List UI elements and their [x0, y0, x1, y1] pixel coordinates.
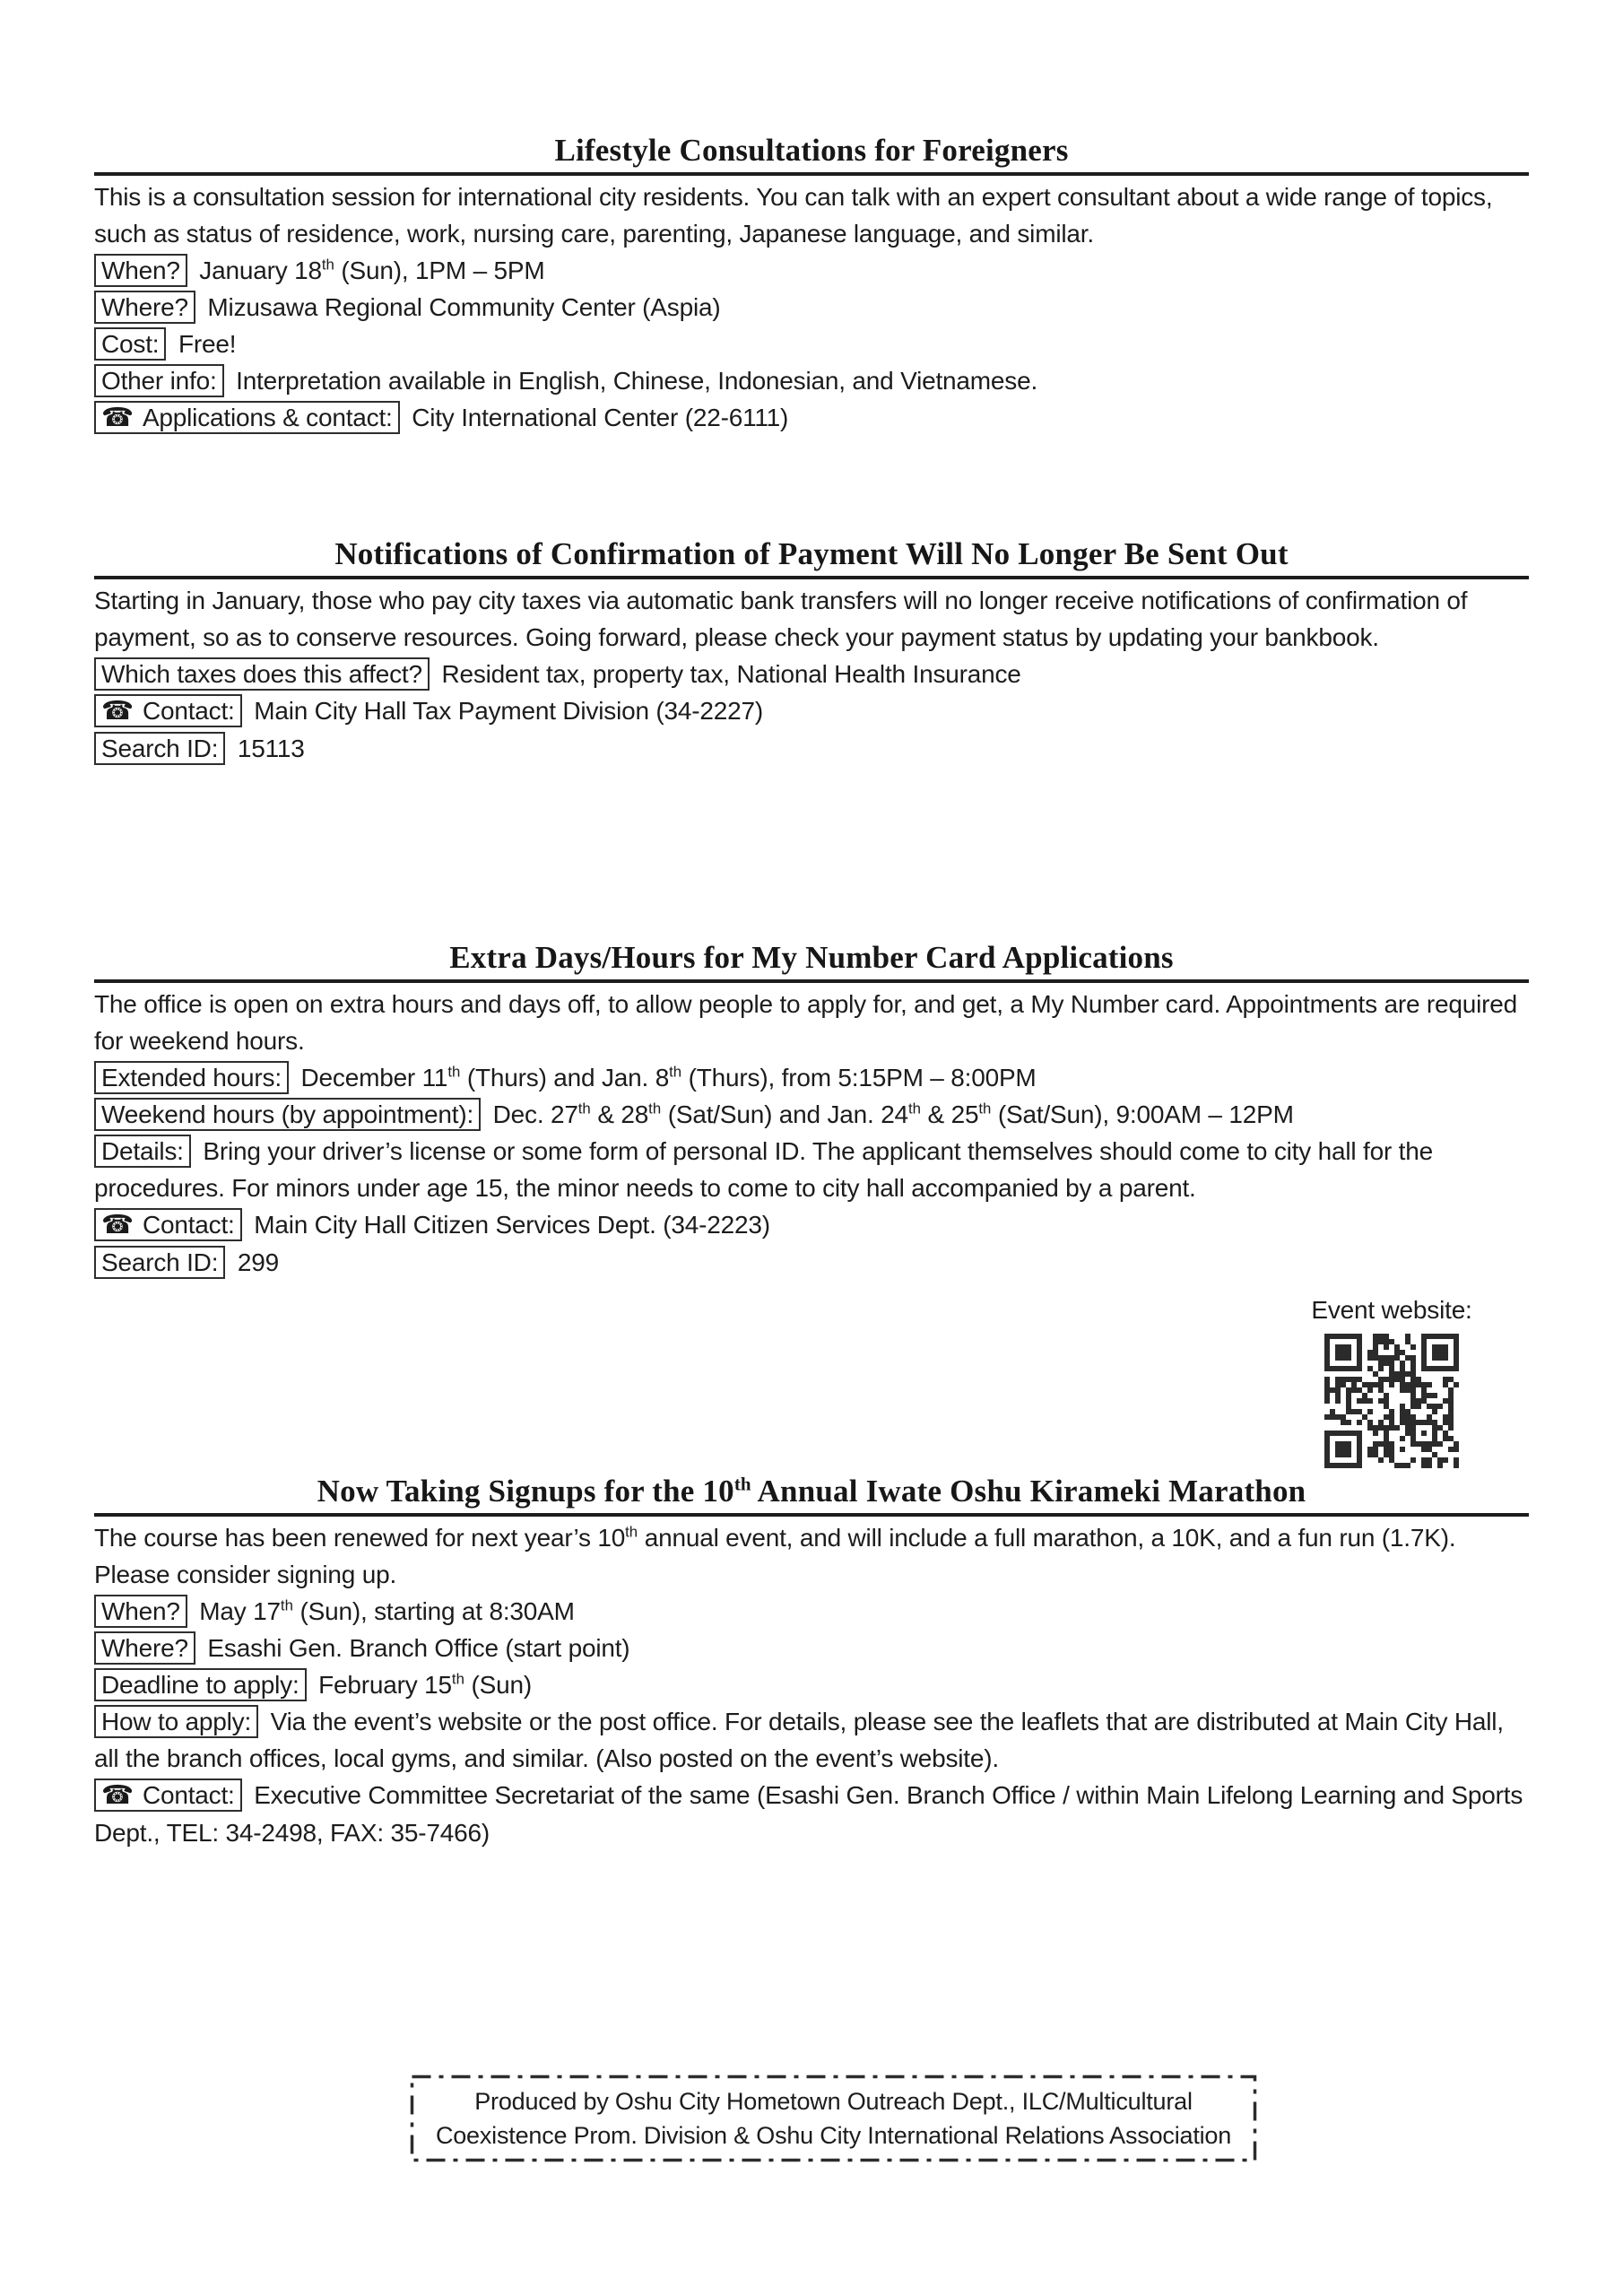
field-row: [94, 1777, 1529, 1851]
field-label: Search ID:: [101, 735, 219, 762]
field-value: 15113: [230, 735, 305, 762]
field-row: [94, 1059, 1529, 1096]
footer-credit-box: [410, 2074, 1257, 2162]
field-label: Contact:: [142, 1211, 235, 1239]
field-label: Applications & contact:: [142, 404, 393, 431]
field-label: Contact:: [142, 1781, 235, 1809]
qr-code-icon: [1324, 1334, 1459, 1468]
field-value: Interpretation available in English, Chinese, Indonesian, and Vietnamese.: [229, 367, 1038, 395]
field-label-box: [94, 364, 224, 397]
field-label: Extended hours:: [101, 1064, 282, 1091]
section-title: Notifications of Confirmation of Payment Will No Longer Be Sent Out: [94, 536, 1529, 579]
section-fields: [94, 1593, 1529, 1851]
field-row: [94, 1703, 1529, 1777]
section-body: Starting in January, those who pay city taxes via automatic bank transfers will no longer receive notifications of confirmation of payment, so as to conserve resources. Going forward, please check your payment status by updating your bankbook.: [94, 587, 1468, 651]
section-fields: [94, 656, 1529, 767]
field-value: Esashi Gen. Branch Office (start point): [200, 1634, 630, 1662]
field-row: [94, 1244, 1529, 1281]
field-label-box: [94, 1668, 307, 1701]
field-value: Bring your driver’s license or some form of personal ID. The applicant themselves should come to city hall for the procedures. For minors under age 15, the minor needs to come to city hall accompanied by a parent.: [94, 1137, 1433, 1202]
phone-icon: ☎: [101, 1211, 134, 1239]
field-row: [94, 730, 1529, 767]
section-title: Lifestyle Consultations for Foreigners: [94, 133, 1529, 176]
field-label-box: [94, 1061, 289, 1094]
section-fields: [94, 1059, 1529, 1281]
field-value: January 18th (Sun), 1PM – 5PM: [192, 256, 545, 284]
field-value: Free!: [171, 330, 237, 358]
field-label-box: [94, 1208, 242, 1241]
field-row: [94, 1206, 1529, 1244]
phone-icon: ☎: [101, 697, 134, 726]
field-label: Details:: [101, 1137, 184, 1165]
field-label-box: [94, 1098, 481, 1131]
field-value: Main City Hall Citizen Services Dept. (34-2223): [247, 1211, 770, 1239]
field-value: City International Center (22-6111): [404, 404, 789, 431]
field-label: Other info:: [101, 367, 217, 395]
field-label-box: [94, 327, 166, 361]
section-title: Now Taking Signups for the 10th Annual Iwate Oshu Kirameki Marathon: [94, 1474, 1529, 1517]
field-label-box: [94, 694, 242, 727]
field-label-box: [94, 657, 430, 691]
field-value: Dec. 27th & 28th (Sat/Sun) and Jan. 24th & 25th (Sat/Sun), 9:00AM – 12PM: [486, 1100, 1294, 1128]
field-label: Where?: [101, 1634, 188, 1662]
footer-line: Produced by Oshu City Hometown Outreach Dept., ILC/Multicultural: [474, 2088, 1193, 2115]
field-label-box: [94, 1135, 191, 1168]
field-label-box: [94, 1246, 225, 1279]
section-body: This is a consultation session for international city residents. You can talk with an expert consultant about a wide range of topics, such as status of residence, work, nursing care, parenting, Japanese language, and similar.: [94, 183, 1493, 248]
section-fields: [94, 252, 1529, 437]
field-value: Mizusawa Regional Community Center (Aspia): [200, 293, 721, 321]
field-row: [94, 399, 1529, 437]
field-value: Resident tax, property tax, National Health Insurance: [434, 660, 1021, 688]
field-label-box: [94, 732, 225, 765]
field-label-box: [94, 1595, 187, 1628]
field-row: [94, 1096, 1529, 1133]
phone-icon: ☎: [101, 1781, 134, 1810]
field-value: Executive Committee Secretariat of the same (Esashi Gen. Branch Office / within Main Lifelong Learning and Sports Dept., TEL: 34-2498, FAX: 35-7466): [94, 1781, 1523, 1847]
field-label-box: [94, 1779, 242, 1812]
section-kirameki-marathon: [94, 1474, 1529, 1851]
section-title: Extra Days/Hours for My Number Card Applications: [94, 940, 1529, 983]
field-row: [94, 692, 1529, 730]
field-row: [94, 362, 1529, 399]
field-value: February 15th (Sun): [311, 1670, 532, 1699]
section-body: The course has been renewed for next year’s 10th annual event, and will include a full marathon, a 10K, and a fun run (1.7K). Please consider signing up.: [94, 1523, 1456, 1588]
field-row: [94, 1593, 1529, 1630]
field-label-box: [94, 1631, 195, 1665]
field-label: When?: [101, 1597, 180, 1625]
field-value: 299: [230, 1248, 279, 1276]
field-value: May 17th (Sun), starting at 8:30AM: [192, 1596, 575, 1625]
field-label-box: [94, 401, 400, 434]
field-row: [94, 1630, 1529, 1666]
field-label: Weekend hours (by appointment):: [101, 1100, 474, 1128]
phone-icon: ☎: [101, 404, 134, 432]
field-label: Contact:: [142, 697, 235, 725]
field-label-box: [94, 1705, 258, 1738]
field-row: [94, 289, 1529, 326]
field-label: Deadline to apply:: [101, 1671, 299, 1699]
field-label: How to apply:: [101, 1708, 252, 1735]
field-value: December 11th (Thurs) and Jan. 8th (Thurs), from 5:15PM – 8:00PM: [293, 1063, 1037, 1091]
field-label-box: [94, 291, 195, 324]
field-row: [94, 656, 1529, 692]
field-row: [94, 252, 1529, 289]
section-lifestyle-consultations: [94, 133, 1529, 437]
field-row: [94, 1666, 1529, 1703]
field-label: When?: [101, 257, 180, 284]
section-body: The office is open on extra hours and days off, to allow people to apply for, and get, a My Number card. Appointments are required for weekend hours.: [94, 990, 1518, 1055]
event-website-label: Event website:: [1311, 1296, 1472, 1324]
event-website-block: [1302, 1296, 1481, 1473]
section-payment-notifications: [94, 536, 1529, 767]
footer-line: Coexistence Prom. Division & Oshu City International Relations Association: [435, 2122, 1232, 2149]
field-label-box: [94, 254, 187, 287]
field-label: Cost:: [101, 330, 160, 358]
field-label: Which taxes does this affect?: [101, 660, 422, 688]
field-value: Via the event’s website or the post office. For details, please see the leaflets that are distributed at Main City Hall, all the branch offices, local gyms, and similar. (Also posted on the event’s website).: [94, 1708, 1504, 1772]
field-value: Main City Hall Tax Payment Division (34-2227): [247, 697, 764, 725]
section-my-number-card: [94, 940, 1529, 1281]
field-label: Where?: [101, 293, 188, 321]
field-row: [94, 1133, 1529, 1206]
field-row: [94, 326, 1529, 362]
field-label: Search ID:: [101, 1248, 219, 1276]
